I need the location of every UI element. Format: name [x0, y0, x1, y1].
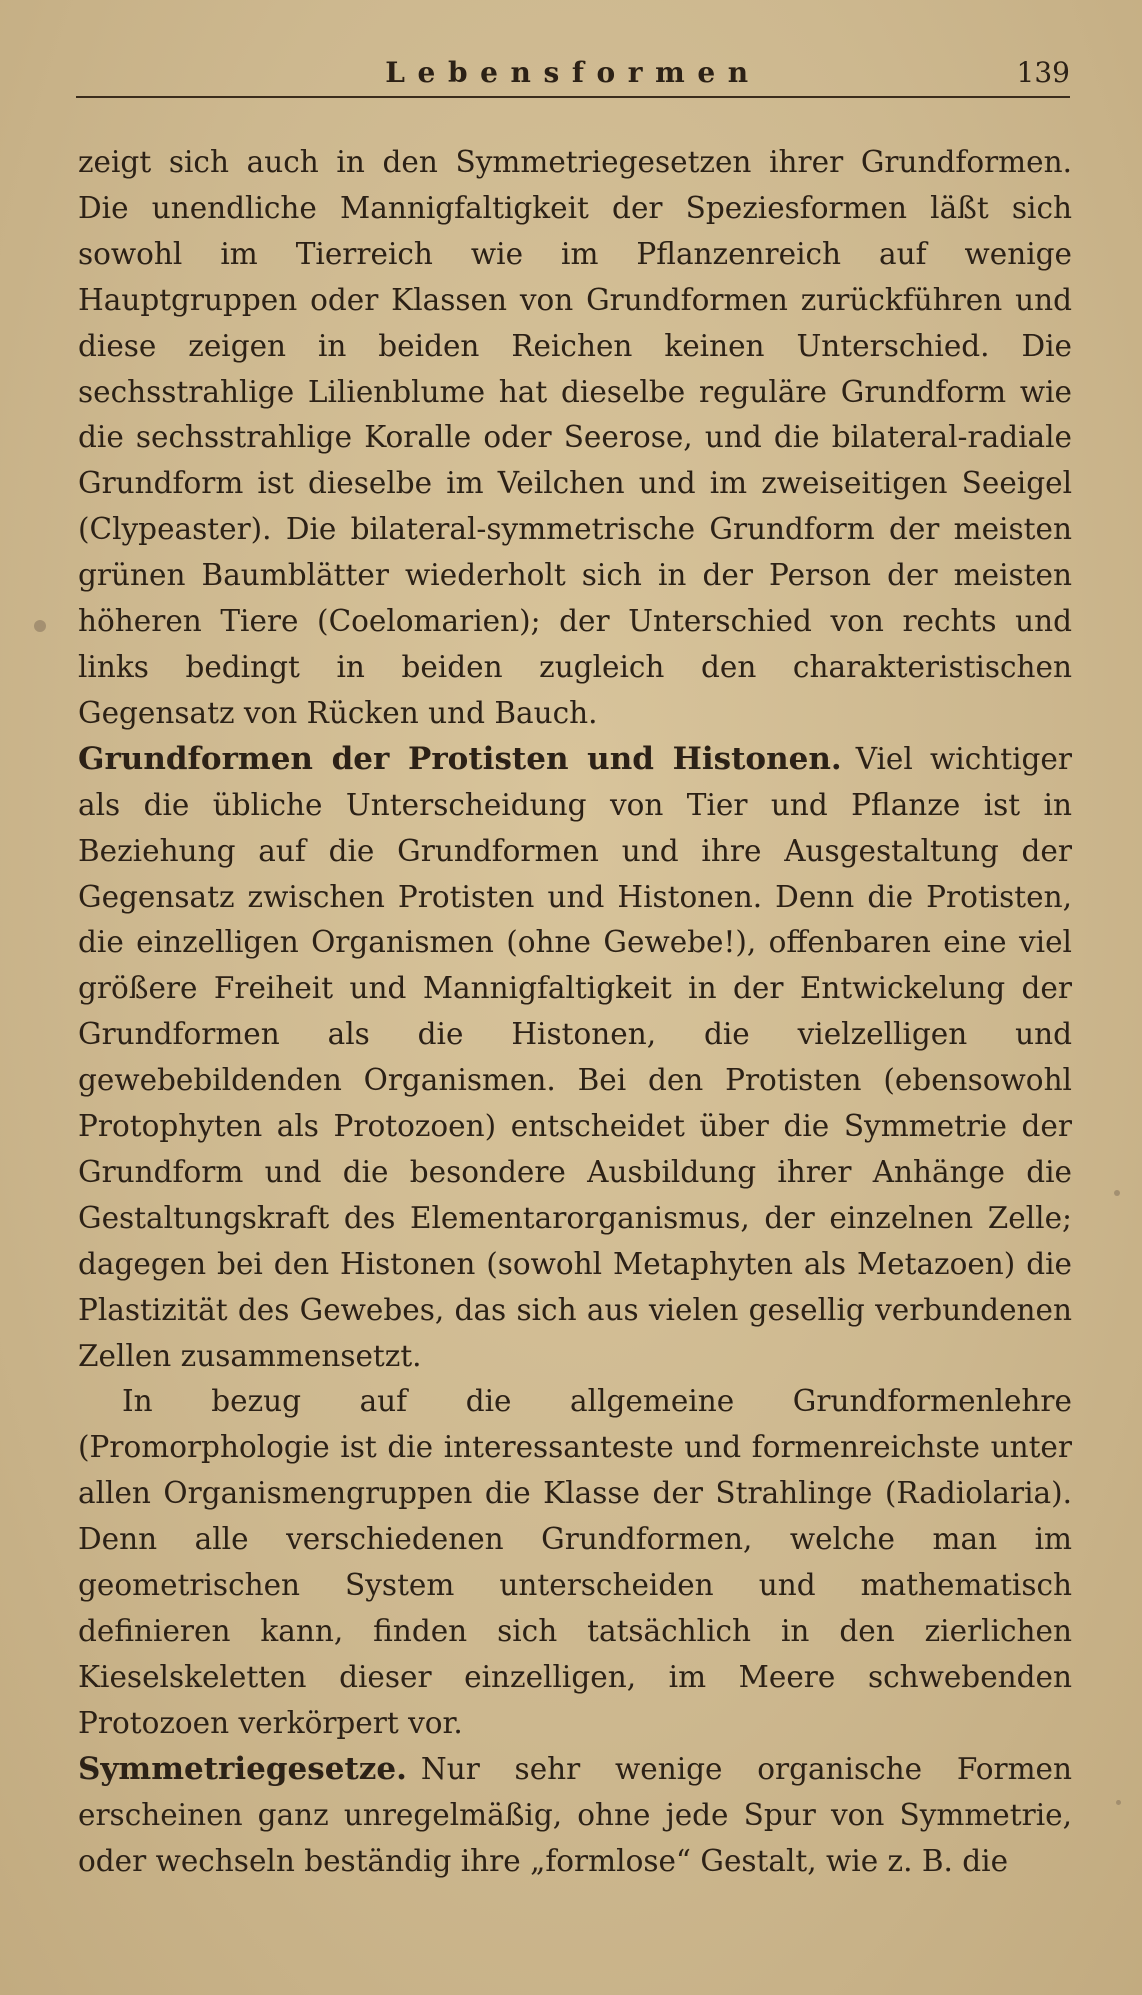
paragraph-1	[78, 140, 1072, 737]
paper-spot	[34, 620, 46, 632]
paragraph-2-text: Viel wichtiger als die übliche Unterscheidung von Tier und Pflanze ist in Beziehung auf die Grundformen und ihre Ausgestaltung der Gegensatz zwischen Protisten und Histonen. Denn die Protisten, die einzelligen Organismen (ohne Gewebe!), offenbaren eine viel größere Freiheit und Mannigfaltigkeit in der Entwickelung der Grundformen als die Histonen, die vielzelligen und gewebebildenden Organismen. Bei den Protisten (ebensowohl Protophyten als Protozoen) entscheidet über die Symmetrie der Grundform und die besondere Ausbildung ihrer Anhänge die Gestaltungskraft des Elementarorganismus, der einzelnen Zelle; dagegen bei den Histonen (sowohl Metaphyten als Metazoen) die Plastizität des Gewebes, das sich aus vielen gesellig verbundenen Zellen zusammensetzt.	[78, 741, 1072, 1373]
paragraph-1-text: zeigt sich auch in den Symmetriegesetzen ihrer Grundformen. Die unendliche Mannigfaltigkeit der Speziesformen läßt sich sowohl im Tierreich wie im Pflanzenreich auf wenige Hauptgruppen oder Klassen von Grundformen zurückführen und diese zeigen in beiden Reichen keinen Unterschied. Die sechsstrahlige Lilienblume hat dieselbe reguläre Grundform wie die sechsstrahlige Koralle oder Seerose, und die bilateral-radiale Grundform ist dieselbe im Veilchen und im zweiseitigen Seeigel (Clypeaster). Die bilateral-symmetrische Grundform der meisten grünen Baumblätter wiederholt sich in der Person der meisten höheren Tiere (Coelomarien); der Unterschied von rechts und links bedingt in beiden zugleich den charakteristischen Gegensatz von Rücken und Bauch.	[78, 145, 1072, 730]
section-heading-symmetriegesetze: Symmetriegesetze.	[78, 1750, 407, 1787]
paragraph-4	[78, 1747, 1072, 1885]
body-text	[78, 140, 1072, 1884]
page-number: 139	[1016, 56, 1070, 89]
section-heading-protisten: Grundformen der Protisten und Histonen.	[78, 740, 842, 777]
paragraph-2	[78, 737, 1072, 1380]
paragraph-3-text: In bezug auf die allgemeine Grundformenlehre (Promorphologie ist die interessanteste und formenreichste unter allen Organismengruppen die Klasse der Strahlinge (Radiolaria). Denn alle verschiedenen Grundformen, welche man im geometrischen System unterscheiden und mathematisch definieren kann, finden sich tatsächlich in den zierlichen Kieselskeletten dieser einzelligen, im Meere schwebenden Protozoen verkörpert vor.	[78, 1384, 1072, 1740]
paragraph-4-text: Nur sehr wenige organische Formen erscheinen ganz unregelmäßig, ohne jede Spur von Symmetrie, oder wechseln beständig ihre „formlose“ Gestalt, wie z. B. die	[78, 1751, 1072, 1878]
paper-spot	[1116, 1800, 1121, 1805]
running-title: Lebensformen	[385, 56, 761, 89]
running-head	[76, 52, 1070, 96]
paper-spot	[1114, 1190, 1120, 1196]
header-rule	[76, 96, 1070, 98]
paragraph-3	[78, 1379, 1072, 1746]
